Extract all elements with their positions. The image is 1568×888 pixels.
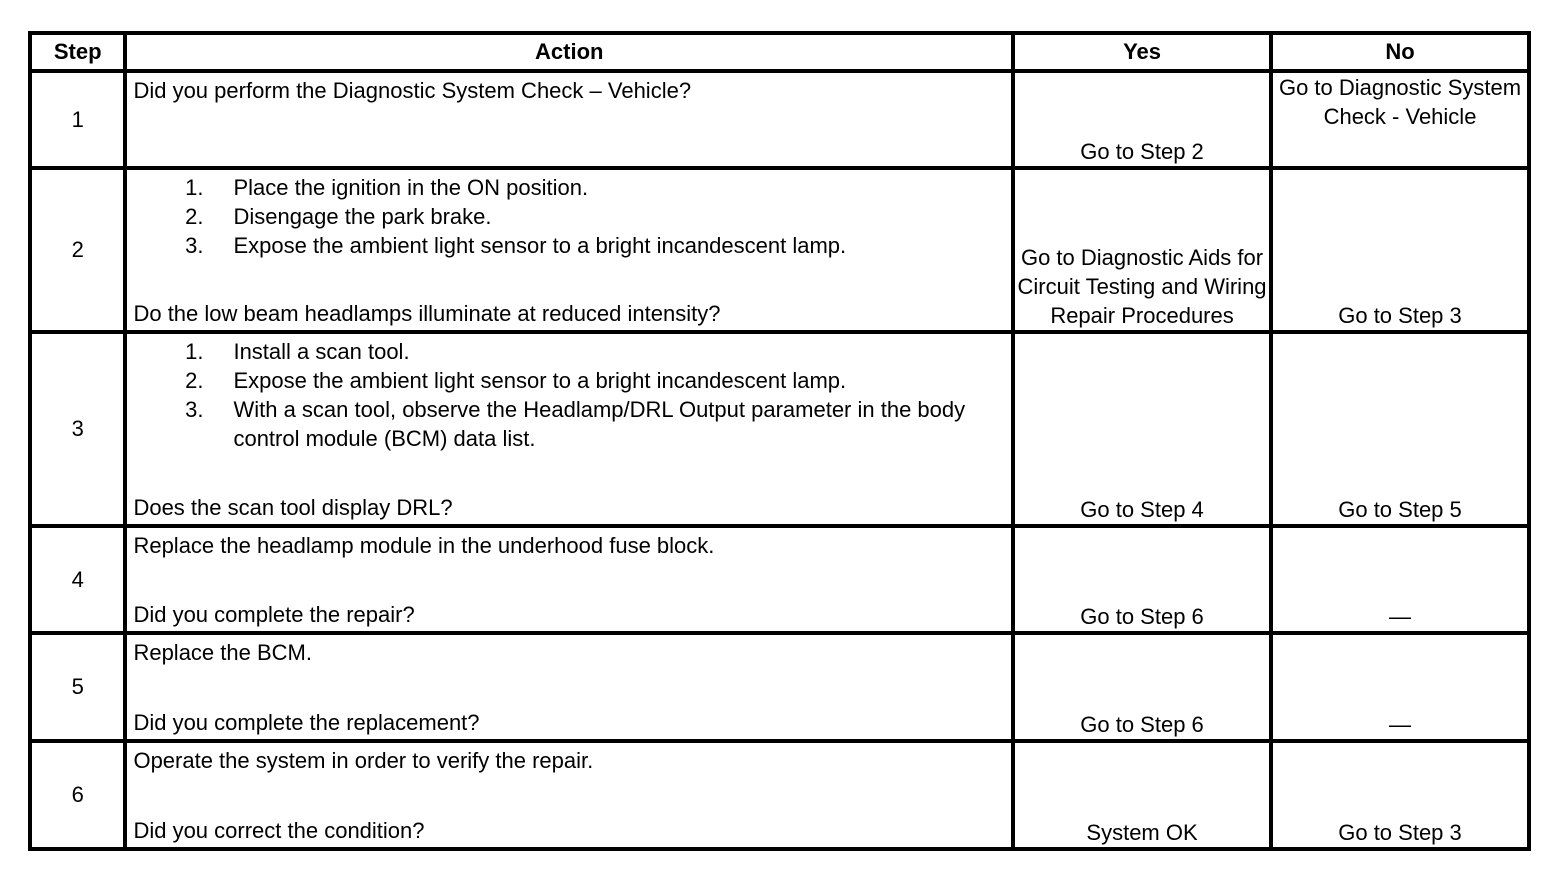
step-number: 2	[30, 168, 125, 332]
table-row	[30, 526, 1529, 633]
action-instruction: Replace the BCM.	[133, 640, 312, 665]
table-row	[30, 168, 1529, 332]
action-question: Do the low beam headlamps illuminate at reduced intensity?	[133, 301, 721, 326]
yes-result: Go to Step 6	[1013, 526, 1271, 633]
header-row	[30, 33, 1529, 71]
yes-result: Go to Step 2	[1013, 71, 1271, 168]
yes-result: Go to Step 6	[1013, 633, 1271, 741]
no-result: Go to Step 5	[1271, 332, 1529, 526]
no-result: Go to Step 3	[1271, 741, 1529, 849]
header-no: No	[1271, 33, 1529, 71]
action-cell	[125, 633, 1013, 741]
action-question: Did you perform the Diagnostic System Check – Vehicle?	[133, 78, 692, 103]
instruction-item: 1. Install a scan tool.	[185, 339, 410, 364]
action-instruction: Replace the headlamp module in the underhood fuse block.	[133, 533, 715, 558]
step-number: 1	[30, 71, 125, 168]
instruction-list	[133, 337, 1005, 453]
step-number: 4	[30, 526, 125, 633]
action-question: Did you complete the replacement?	[133, 710, 480, 735]
instruction-item: 3. Expose the ambient light sensor to a bright incandescent lamp.	[185, 233, 847, 258]
instruction-item: 3. With a scan tool, observe the Headlamp/DRL Output parameter in the body control module (BCM) data list.	[185, 397, 966, 451]
instruction-list	[133, 173, 1005, 260]
yes-result: Go to Step 4	[1013, 332, 1271, 526]
no-result: Go to Step 3	[1271, 168, 1529, 332]
step-number: 3	[30, 332, 125, 526]
action-cell	[125, 526, 1013, 633]
header-action: Action	[125, 33, 1013, 71]
yes-result: System OK	[1013, 741, 1271, 849]
action-question: Did you complete the repair?	[133, 602, 415, 627]
instruction-item: 1. Place the ignition in the ON position.	[185, 175, 589, 200]
step-number: 5	[30, 633, 125, 741]
action-cell	[125, 71, 1013, 168]
no-result: —	[1271, 633, 1529, 741]
diagnostic-table	[28, 31, 1531, 851]
table-row	[30, 633, 1529, 741]
instruction-item: 2. Expose the ambient light sensor to a bright incandescent lamp.	[185, 368, 847, 393]
instruction-item: 2. Disengage the park brake.	[185, 204, 492, 229]
action-instruction: Operate the system in order to verify the repair.	[133, 748, 594, 773]
action-question: Did you correct the condition?	[133, 818, 425, 843]
yes-result: Go to Diagnostic Aids for Circuit Testing and Wiring Repair Procedures	[1013, 168, 1271, 332]
action-cell	[125, 741, 1013, 849]
table-row	[30, 332, 1529, 526]
action-question: Does the scan tool display DRL?	[133, 495, 453, 520]
action-cell	[125, 168, 1013, 332]
table-row	[30, 741, 1529, 849]
action-cell	[125, 332, 1013, 526]
header-yes: Yes	[1013, 33, 1271, 71]
no-result: Go to Diagnostic System Check - Vehicle	[1271, 71, 1529, 168]
header-step: Step	[30, 33, 125, 71]
table-row	[30, 71, 1529, 168]
no-result: —	[1271, 526, 1529, 633]
step-number: 6	[30, 741, 125, 849]
